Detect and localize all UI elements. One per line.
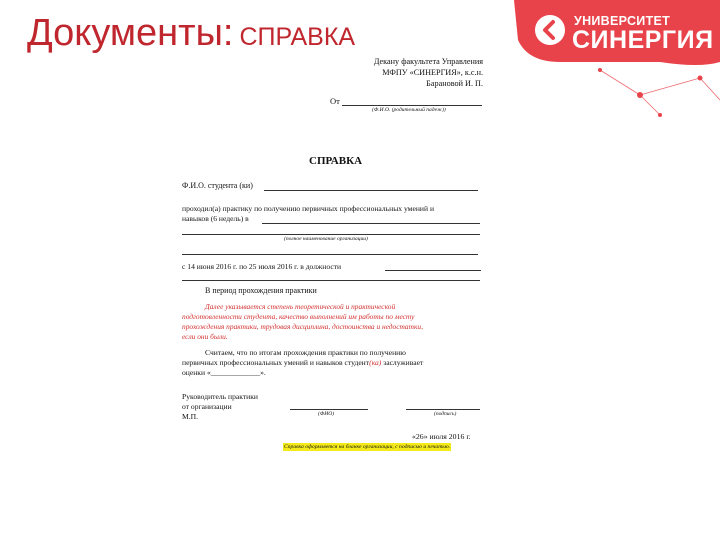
- conclusion-line-2: [182, 358, 423, 367]
- red-instruction-line: подготовленности студента, качество выполнений им работы по месту: [182, 312, 415, 321]
- period-label: В период прохождения практики: [205, 286, 317, 295]
- from-line: [342, 105, 482, 106]
- signature-hint: (подпись): [434, 411, 457, 417]
- extra-line: [182, 280, 480, 281]
- logo-university-label: УНИВЕРСИТЕТ: [574, 14, 671, 28]
- slide-title-main: Документы:: [27, 12, 234, 54]
- sign-block-line: М.П.: [182, 412, 199, 421]
- logo-brand-name: СИНЕРГИЯ: [572, 26, 714, 54]
- addressee-line: Барановой И. П.: [426, 78, 483, 88]
- org-line: [262, 223, 480, 224]
- dates-line: с 14 июня 2016 г. по 25 июля 2016 г. в должности: [182, 262, 342, 271]
- sign-block-line: Руководитель практики: [182, 392, 258, 401]
- red-instruction-line: если они были.: [182, 332, 228, 341]
- document-date: «26» июля 2016 г.: [412, 432, 471, 441]
- passed-line-1: проходил(а) практику по получению первичных профессиональных умений и: [182, 204, 435, 213]
- red-instruction-line: Далее указывается степень теоретической и практической: [205, 302, 396, 311]
- slide-title-sub: СПРАВКА: [239, 23, 356, 51]
- org-hint: (полное наименование организации): [284, 236, 368, 242]
- footnote-highlight: Справка оформляется на бланке организации, с подписью и печатью.: [284, 444, 451, 450]
- conclusion-gender-suffix: (ка): [369, 358, 382, 367]
- student-line: [264, 190, 478, 191]
- signature-line: [406, 409, 480, 410]
- document-heading: СПРАВКА: [309, 155, 363, 167]
- addressee-block: [300, 57, 483, 89]
- red-instruction-line: прохождения практики, трудовая дисциплина, достоинства и недостатки,: [182, 322, 423, 331]
- conclusion-line-3: оценки «_____________».: [182, 368, 266, 377]
- from-hint: (Ф.И.О. (родительный падеж)): [372, 107, 446, 113]
- from-label: От: [330, 96, 340, 106]
- student-label: Ф.И.О. студента (ки): [182, 181, 253, 190]
- org-line-3: [182, 254, 478, 255]
- addressee-line: МФПУ «СИНЕРГИЯ», к.с.н.: [382, 67, 483, 77]
- conclusion-line-1: Считаем, что по итогам прохождения практики по получению: [205, 348, 406, 357]
- addressee-line: Декану факультета Управления: [373, 57, 483, 66]
- fio-line: [290, 409, 368, 410]
- fio-hint: (ФИО): [318, 411, 335, 417]
- conclusion-text: первичных профессиональных умений и навыков студент: [182, 358, 370, 367]
- org-line-2: [182, 234, 480, 235]
- passed-line-2: навыков (6 недель) в: [182, 214, 249, 223]
- synergy-logo-icon: [534, 14, 566, 46]
- sign-block-line: от организации: [182, 402, 232, 411]
- conclusion-text-end: заслуживает: [381, 358, 424, 367]
- position-line: [385, 270, 481, 271]
